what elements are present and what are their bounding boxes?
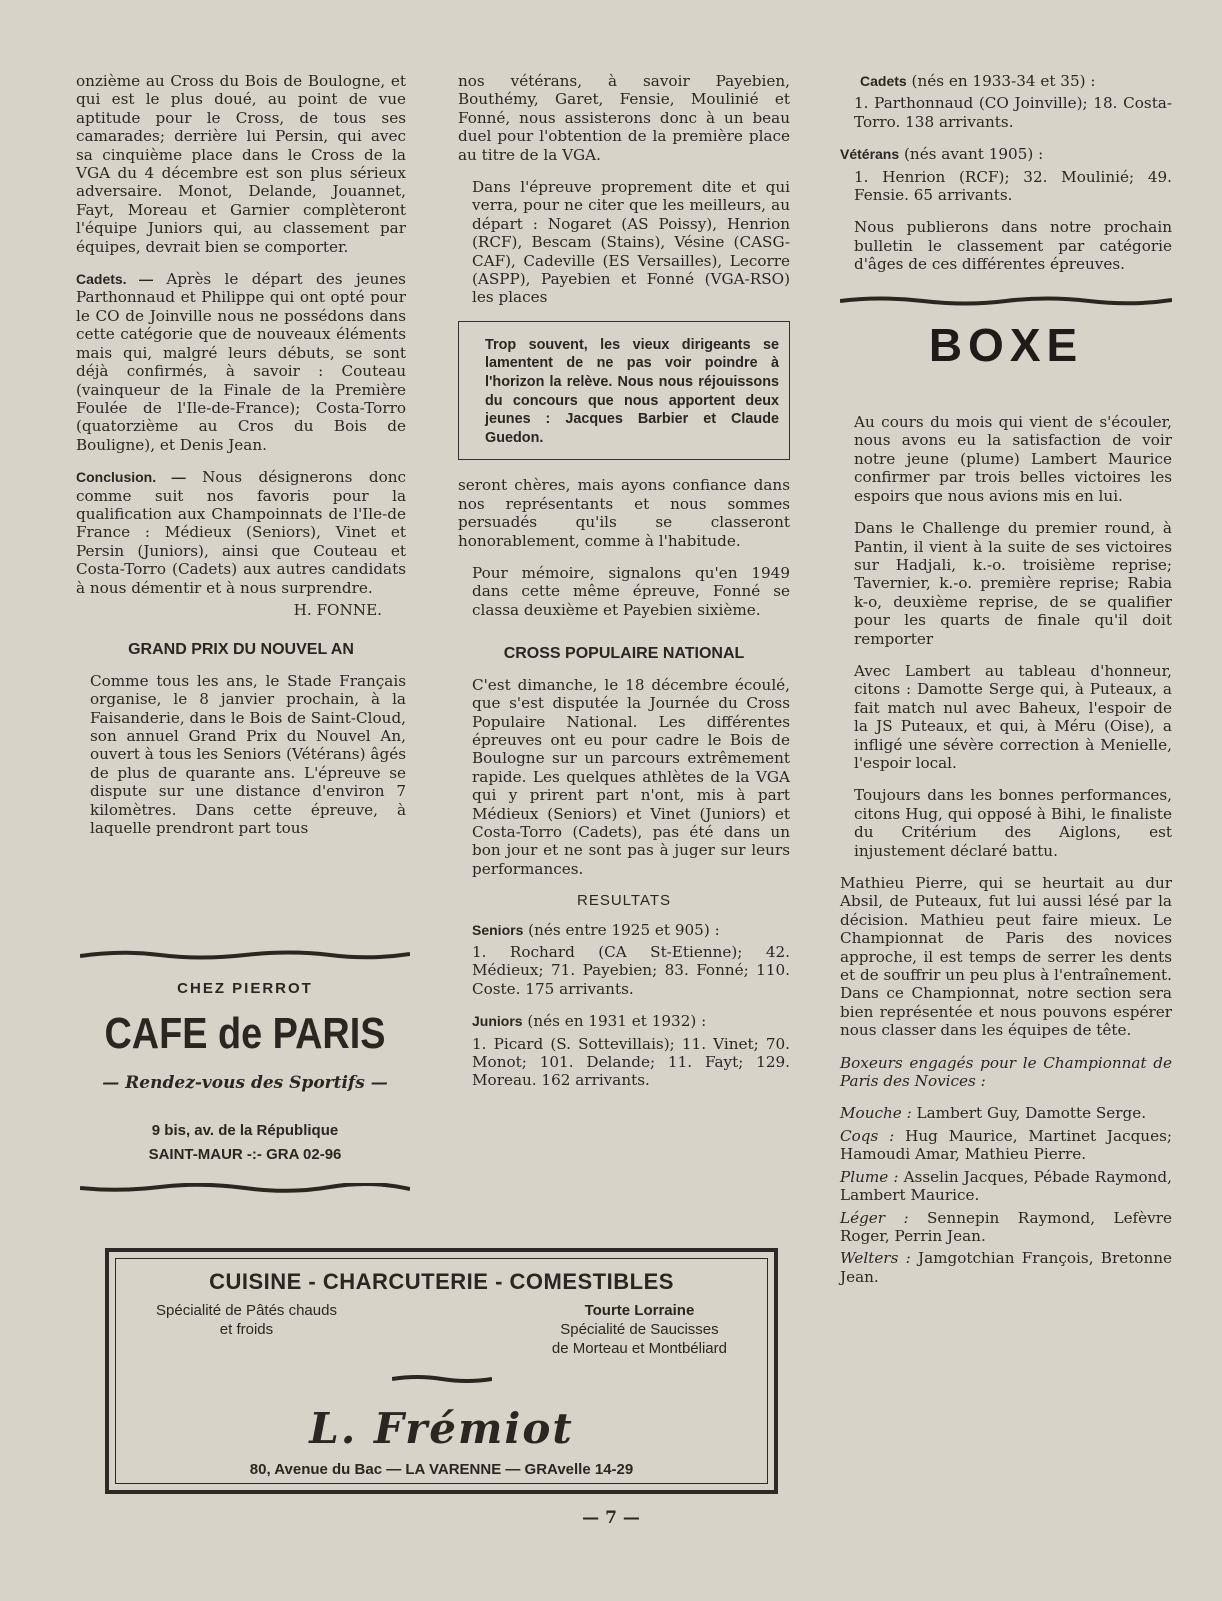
- ad-right: [552, 1301, 727, 1358]
- veterans-lead: Vétérans: [840, 146, 900, 163]
- paragraph: Au cours du mois qui vient de s'écouler, nous avons eu la satisfaction de voir notre jeune (plume) Lambert Maurice confirmer par trois belles victoires les espoirs que nous avions mis en lui.: [854, 413, 1172, 505]
- boxe-title: [840, 318, 1172, 371]
- veterans-heading: [840, 145, 1172, 163]
- class-category: Mouche :: [840, 1104, 912, 1123]
- class-names: Asselin Jacques, Pébade Raymond, Lambert Maurice.: [840, 1167, 1172, 1205]
- seniors-lead: Seniors: [472, 921, 524, 938]
- engaged-heading: Boxeurs engagés pour le Championnat de Paris des Novices :: [840, 1053, 1172, 1091]
- class-category: Welters :: [840, 1249, 911, 1268]
- wave-divider: [840, 296, 1172, 306]
- veterans-birth: (nés avant 1905) :: [899, 145, 1044, 164]
- cross-heading: CROSS POPULAIRE NATIONAL: [503, 645, 745, 663]
- class-coqs: [840, 1127, 1172, 1164]
- juniors-birth: (nés en 1931 et 1932) :: [522, 1012, 707, 1031]
- wave-divider: [80, 950, 410, 960]
- paragraph: Mathieu Pierre, qui se heurtait au dur Absil, de Puteaux, fut lui aussi lésé par la décision. Mathieu peut faire mieux. Le Championnat de Paris des novices approche, il est temps de serrer les dents et de souffrir un peu plus à l'entraînement. Dans ce Championnat, notre section sera bien représentée et nous pouvons espérer nous classer dans les équipes de tête.: [840, 874, 1172, 1040]
- class-category: Léger :: [840, 1208, 909, 1227]
- ad-specialties: [116, 1301, 767, 1358]
- conclusion-lead: Conclusion. —: [76, 469, 186, 486]
- charcuterie-ad: [105, 1248, 778, 1494]
- ad-signature: L. Frémiot: [309, 1404, 574, 1453]
- ad-address: 80, Avenue du Bac — LA VARENNE — GRAvelle 14-29: [249, 1461, 634, 1478]
- class-welters: [840, 1249, 1172, 1286]
- paragraph: C'est dimanche, le 18 décembre écoulé, que s'est disputée la Journée du Cross Populaire National. Les différentes épreuves ont eu pour cadre le Bois de Boulogne sur un parcours extrêmement rapide. Les quelques athlètes de la VGA qui y prirent part n'ont, mis à part Médieux (Seniors) et Vinet (Juniors) et Costa-Torro (Cadets), pas été dans un bon jour et ne sont pas à juger sur leurs performances.: [472, 675, 790, 878]
- grand-prix-text: Comme tous les ans, le Stade Français organise, le 8 janvier prochain, à la Faisanderie, dans le Bois de Saint-Cloud, son annuel Grand Prix du Nouvel An, ouvert à tous les Seniors (Vétérans) âgés de plus de quarante ans. L'épreuve se dispute sur une distance d'environ 7 kilomètres. Dans cette épreuve, à laquelle prendront part tous: [90, 671, 406, 838]
- column-1: [76, 72, 406, 851]
- paragraph: Avec Lambert au tableau d'honneur, citons : Damotte Serge qui, à Puteaux, a fait match nul avec Baheux, l'espoir de la JS Puteaux, et qui, à Méru (Oise), a infligé une sévère correction à Menielle, l'espoir local.: [854, 661, 1172, 772]
- cadets-birth: (nés en 1933-34 et 35) :: [906, 72, 1096, 90]
- ad-left-line2: et froids: [219, 1321, 274, 1338]
- juniors-heading: [458, 1012, 790, 1030]
- conclusion-text: Nous désignerons donc comme suit nos favoris pour la qualification aux Champoinnats de l'Ile-de France : Médieux (Seniors), Vinet et Persin (Juniors), ainsi que Couteau et Costa-Torro (Cadets) aux autres candidats à nous démentir et à nous surprendre.: [76, 468, 407, 597]
- wave-divider: [80, 1183, 410, 1193]
- seniors-birth: (nés entre 1925 et 905) :: [523, 920, 720, 939]
- seniors-heading: [458, 921, 790, 939]
- cafe-phone: SAINT-MAUR -:- GRA 02-96: [148, 1146, 342, 1163]
- ad-left-line1: Spécialité de Pâtés chauds: [156, 1302, 337, 1319]
- class-plume: [840, 1168, 1172, 1205]
- juniors-lead: Juniors: [472, 1013, 523, 1030]
- class-leger: [840, 1209, 1172, 1246]
- paragraph: Nous publierons dans notre prochain bulletin le classement par catégorie d'âges de ces différentes épreuves.: [854, 218, 1172, 274]
- class-names: Sennepin Raymond, Lefèvre Roger, Perrin Jean.: [840, 1208, 1172, 1245]
- boxed-notice: Trop souvent, les vieux dirigeants se lamentent de ne pas voir poindre à l'horizon la relève. Nous nous réjouissons du concours que nous apportent deux jeunes : Jacques Barbier et Claude Guedon.: [458, 321, 790, 461]
- grand-prix-heading: GRAND PRIX DU NOUVEL AN: [128, 641, 354, 659]
- ad-left: [156, 1301, 337, 1358]
- cadets-lead: Cadets. —: [76, 271, 154, 288]
- paragraph: onzième au Cross du Bois de Boulogne, et qui est le plus doué, au point de vue aptitude pour le Cross, de tous ses camarades; derrière lui Persin, qui avec sa cinquième place dans le Cross de la VGA du 4 décembre est son plus sérieux adversaire. Monot, Delande, Jouannet, Fayt, Moreau et Garnier complèteront l'équipe Juniors qui, au classement par équipes, devrait bien se comporter.: [76, 72, 406, 256]
- cafe-de-paris-ad: [80, 950, 410, 1193]
- veterans-results: 1. Henrion (RCF); 32. Moulinié; 49. Fensie. 65 arrivants.: [854, 167, 1172, 205]
- cafe-tagline: — Rendez-vous des Sportifs —: [102, 1073, 388, 1093]
- class-category: Coqs :: [840, 1126, 895, 1145]
- conclusion-paragraph: [76, 468, 406, 597]
- ad-right-line2: de Morteau et Montbéliard: [551, 1340, 727, 1357]
- class-names: Hug Maurice, Martinet Jacques; Hamoudi Amar, Mathieu Pierre.: [840, 1126, 1172, 1164]
- juniors-results: 1. Picard (S. Sottevillais); 11. Vinet; 70. Monot; 101. Delande; 11. Fayt; 129. Moreau. 162 arrivants.: [472, 1034, 790, 1090]
- ad-title: CUISINE - CHARCUTERIE - COMESTIBLES: [209, 1269, 674, 1294]
- class-category: Plume :: [840, 1167, 899, 1186]
- author-signature: H. FONNE.: [293, 600, 382, 619]
- results-heading: RESULTATS: [576, 892, 671, 910]
- column-3: [840, 72, 1172, 1290]
- paragraph: Toujours dans les bonnes performances, citons Hug, qui opposé à Bihi, le finaliste du Critérium des Aiglons, est injustement déclaré battu.: [854, 786, 1172, 860]
- page-number: — 7 —: [582, 1508, 640, 1528]
- cadets-heading: [840, 72, 1172, 90]
- paragraph: Pour mémoire, signalons qu'en 1949 dans cette même épreuve, Fonné se classa deuxième et Payebien sixième.: [472, 564, 790, 619]
- cadets-paragraph: [76, 270, 406, 454]
- class-mouche: [840, 1104, 1172, 1122]
- cadets-text: Après le départ des jeunes Parthonnaud et Philippe qui ont opté pour le CO de Joinville nous ne possédons dans cette catégorie que de nouveaux éléments mais qui, malgré leurs débuts, se sont déjà confirmés, à savoir : Couteau (vainqueur de la Finale de la Première Foulée de l'Ile-de-France); Costa-Torro (quatorzième au Cros du Bois de Bouligne), et Denis Jean.: [76, 270, 406, 454]
- cafe-owner: CHEZ PIERROT: [177, 980, 313, 997]
- boxe-title-text: BOXE: [928, 318, 1084, 371]
- cadets-lead: Cadets: [860, 73, 907, 89]
- wave-divider: [392, 1374, 492, 1384]
- column-2: [458, 72, 790, 1104]
- ad-inner-frame: [115, 1258, 768, 1484]
- paragraph: Dans le Challenge du premier round, à Pantin, il vient à la suite de ses victoires sur Hadjali, k.-o. troisième reprise; Tavernier, k.-o. première reprise; Rabia k-o, deuxième reprise, de se qualifier pour les quarts de finale qu'il doit remporter: [854, 519, 1172, 648]
- cafe-address: 9 bis, av. de la République: [151, 1122, 339, 1139]
- class-names: Lambert Guy, Damotte Serge.: [911, 1104, 1147, 1123]
- class-names: Jamgotchian François, Bretonne Jean.: [840, 1249, 1172, 1286]
- cadets-results: 1. Parthonnaud (CO Joinville); 18. Costa-Torro. 138 arrivants.: [854, 94, 1172, 131]
- paragraph: nos vétérans, à savoir Payebien, Bouthémy, Garet, Fensie, Moulinié et Fonné, nous assisterons donc à un beau duel pour l'obtention de la première place au titre de la VGA.: [458, 72, 790, 164]
- seniors-results: 1. Rochard (CA St-Etienne); 42. Médieux; 71. Payebien; 83. Fonné; 110. Coste. 175 arrivants.: [472, 942, 790, 998]
- paragraph: Dans l'épreuve proprement dite et qui verra, pour ne citer que les meilleurs, au départ : Nogaret (AS Poissy), Henrion (RCF), Bescam (Stains), Vésine (CASG-CAF), Cadeville (ES Versailles), Lecorre (ASPP), Payebien et Fonné (VGA-RSO) les places: [472, 178, 790, 307]
- ad-right-title: Tourte Lorraine: [584, 1302, 695, 1319]
- cafe-name: CAFE de PARIS: [104, 1009, 386, 1058]
- paragraph: seront chères, mais ayons confiance dans nos représentants et nous sommes persuadés qu'ils se classeront honorablement, comme à l'habitude.: [458, 476, 790, 550]
- ad-right-line1: Spécialité de Saucisses: [560, 1321, 719, 1338]
